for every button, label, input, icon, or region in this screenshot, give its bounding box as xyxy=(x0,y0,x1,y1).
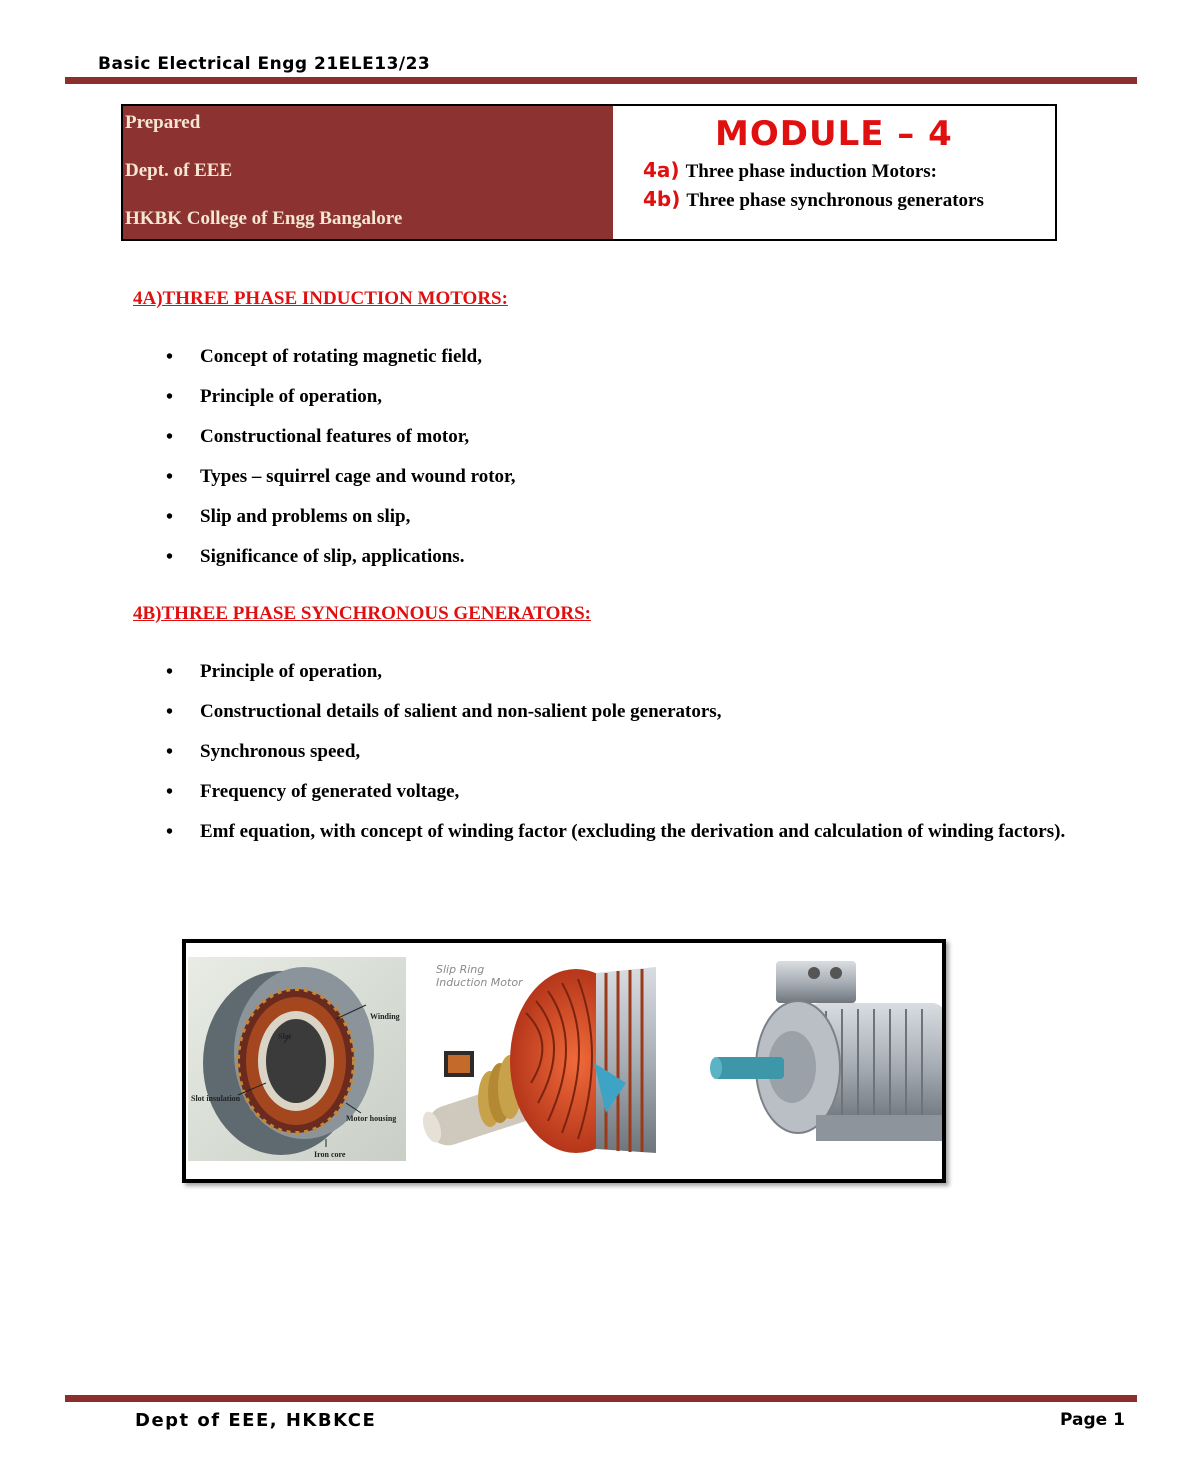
credit-line: Prepared xyxy=(125,112,201,133)
motor-illustrations xyxy=(186,943,942,1179)
rotor-caption: Induction Motor xyxy=(436,976,523,989)
list-item: • Slip and problems on slip, xyxy=(160,498,1135,536)
course-header: Basic Electrical Engg 21ELE13/23 xyxy=(98,54,431,74)
banner-module xyxy=(613,106,1055,239)
footer-department: Dept of EEE, HKBKCE xyxy=(135,1410,377,1431)
stator-label: Slot xyxy=(278,1032,292,1041)
section-b-list xyxy=(160,653,1135,853)
list-item: • Significance of slip, applications. xyxy=(160,538,1135,576)
footer-rule xyxy=(65,1395,1137,1402)
sub-b-tag: 4b) xyxy=(643,187,681,211)
module-sub-b xyxy=(643,187,1055,212)
list-item: • Principle of operation, xyxy=(160,653,1135,691)
list-item: • Principle of operation, xyxy=(160,378,1135,416)
section-a-title: 4A)THREE PHASE INDUCTION MOTORS: xyxy=(133,288,508,309)
list-item: • Synchronous speed, xyxy=(160,733,1135,771)
stator-label: Slot insulation xyxy=(191,1094,241,1103)
list-item: • Types – squirrel cage and wound rotor, xyxy=(160,458,1135,496)
list-item: • Constructional features of motor, xyxy=(160,418,1135,456)
list-item: • Constructional details of salient and non-salient pole generators, xyxy=(160,693,1135,731)
list-item: • Emf equation, with concept of winding factor (excluding the derivation and calculation of winding factors). xyxy=(160,813,1135,851)
rotor-caption: Slip Ring xyxy=(436,963,485,976)
sub-a-text: Three phase induction Motors: xyxy=(685,161,937,182)
banner-credits xyxy=(123,106,613,239)
module-title: MODULE – 4 xyxy=(715,114,953,154)
credit-line: Dept. of EEE xyxy=(125,160,233,181)
sub-b-text: Three phase synchronous generators xyxy=(686,190,984,211)
motor-figure xyxy=(182,939,946,1183)
stator-image xyxy=(188,957,406,1161)
rotor-image xyxy=(419,967,656,1153)
list-item: • Concept of rotating magnetic field, xyxy=(160,338,1135,376)
header-rule xyxy=(65,77,1137,84)
stator-label: Winding xyxy=(370,1012,400,1021)
section-b-title: 4B)THREE PHASE SYNCHRONOUS GENERATORS: xyxy=(133,603,592,624)
stator-label: Iron core xyxy=(314,1150,346,1159)
module-sub-a xyxy=(643,158,1055,183)
section-a-list xyxy=(160,338,1135,578)
list-item: • Frequency of generated voltage, xyxy=(160,773,1135,811)
page-number: Page 1 xyxy=(1060,1410,1125,1430)
assembled-motor-image xyxy=(710,961,942,1141)
credit-line: HKBK College of Engg Bangalore xyxy=(125,208,403,229)
module-banner xyxy=(121,104,1057,241)
stator-label: Motor housing xyxy=(346,1114,397,1123)
sub-a-tag: 4a) xyxy=(643,158,680,182)
